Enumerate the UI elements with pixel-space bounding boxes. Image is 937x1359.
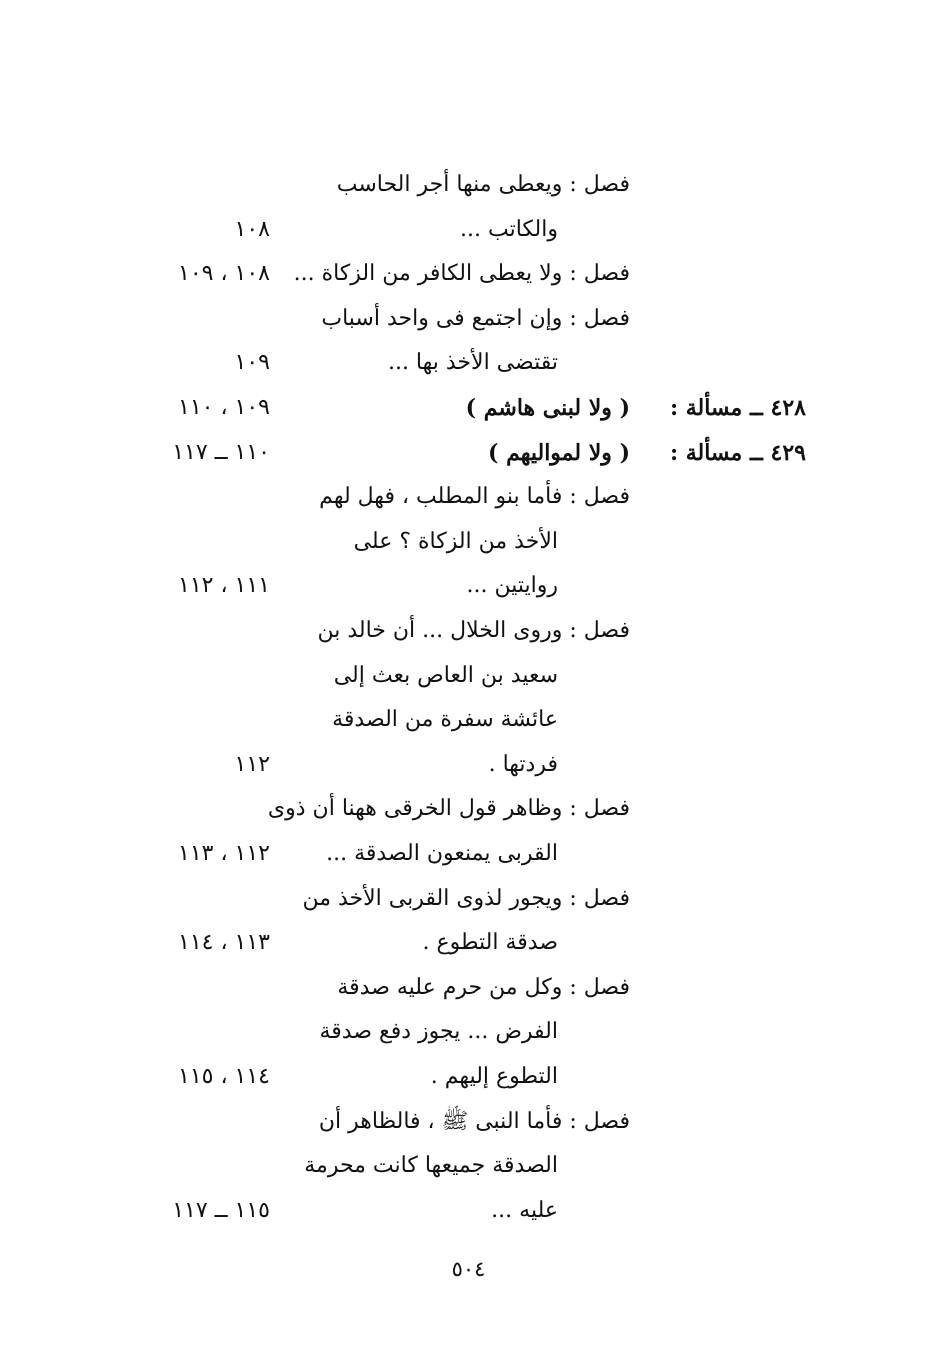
index-entry — [0, 966, 937, 1010]
entry-heading: فصل : ويجور لذوى القربى الأخذ من — [302, 885, 630, 911]
entry-continuation: تقتضى الأخذ بها ... — [387, 350, 558, 376]
index-entry — [0, 1010, 937, 1054]
page-reference: ١٠٨ — [234, 216, 270, 242]
index-entry — [0, 297, 937, 341]
page-number: ٥٠٤ — [451, 1257, 486, 1281]
index-entry — [0, 787, 937, 831]
entry-continuation: والكاتب ... — [460, 216, 558, 242]
masala-number: ٤٢٨ ــ مسألة : — [669, 395, 806, 421]
entry-heading: فصل : وظاهر قول الخرقى ههنا أن ذوى — [267, 796, 630, 822]
index-entry — [0, 1055, 937, 1099]
page-reference: ١١٢ ، ١١٣ — [178, 841, 270, 866]
entry-continuation: عائشة سفرة من الصدقة — [332, 707, 558, 733]
index-entry — [0, 208, 937, 252]
index-entry — [0, 520, 937, 564]
page-reference: ١٠٨ ، ١٠٩ — [178, 261, 270, 287]
entry-heading: فصل : فأما بنو المطلب ، فهل لهم — [319, 484, 630, 510]
index-entry — [0, 252, 937, 296]
index-entry — [0, 609, 937, 653]
entry-continuation: عليه ... — [491, 1197, 558, 1223]
page-reference: ١١٣ ، ١١٤ — [178, 930, 270, 956]
entry-continuation: سعيد بن العاص بعث إلى — [333, 662, 558, 688]
entry-continuation: صدقة التطوع . — [422, 930, 558, 956]
entry-heading: فصل : وروى الخلال ... أن خالد بن — [317, 618, 630, 643]
index-entry — [0, 1100, 937, 1144]
index-entry — [0, 564, 937, 608]
entry-continuation: القربى يمنعون الصدقة ... — [326, 841, 558, 866]
index-entry — [0, 743, 937, 787]
page-reference: ١١٤ ، ١١٥ — [178, 1064, 270, 1089]
page-reference: ١٠٩ — [234, 350, 270, 376]
entry-continuation: التطوع إليهم . — [430, 1064, 558, 1089]
entry-heading: فصل : ولا يعطى الكافر من الزكاة ... — [293, 261, 630, 287]
masala-number: ٤٢٩ ــ مسألة : — [669, 439, 806, 466]
index-entry — [0, 431, 937, 475]
index-entry — [0, 1144, 937, 1188]
entry-heading: فصل : فأما النبى ﷺ ، فالظاهر أن — [318, 1108, 630, 1134]
page-reference: ١١٥ ــ ١١٧ — [172, 1197, 270, 1223]
index-entry — [0, 341, 937, 385]
index-entry — [0, 386, 937, 430]
page-reference: ١١٢ — [234, 751, 270, 777]
entry-continuation: روايتين ... — [466, 573, 558, 599]
entry-heading: فصل : وإن اجتمع فى واحد أسباب — [321, 305, 630, 331]
index-entry — [0, 654, 937, 698]
index-entry — [0, 832, 937, 876]
entry-continuation: الأخذ من الزكاة ؟ على — [353, 528, 558, 554]
entry-heading: فصل : وكل من حرم عليه صدقة — [337, 974, 630, 1000]
entry-heading: فصل : ويعطى منها أجر الحاسب — [336, 172, 630, 197]
entry-heading: ( ولا لبنى هاشم ) — [465, 395, 630, 421]
entry-continuation: فردتها . — [488, 751, 558, 777]
page-reference: ١١٠ ــ ١١٧ — [172, 439, 270, 465]
index-entry — [0, 1189, 937, 1233]
index-entry — [0, 163, 937, 207]
index-entry — [0, 877, 937, 921]
page-reference: ١٠٩ ، ١١٠ — [178, 395, 270, 420]
entry-heading: ( ولا لمواليهم ) — [488, 439, 630, 466]
index-entry — [0, 698, 937, 742]
entry-continuation: الصدقة جميعها كانت محرمة — [304, 1153, 558, 1179]
entry-continuation: الفرض ... يجوز دفع صدقة — [319, 1019, 558, 1045]
page-reference: ١١١ ، ١١٢ — [178, 573, 270, 599]
index-entry — [0, 475, 937, 519]
index-entry — [0, 921, 937, 965]
